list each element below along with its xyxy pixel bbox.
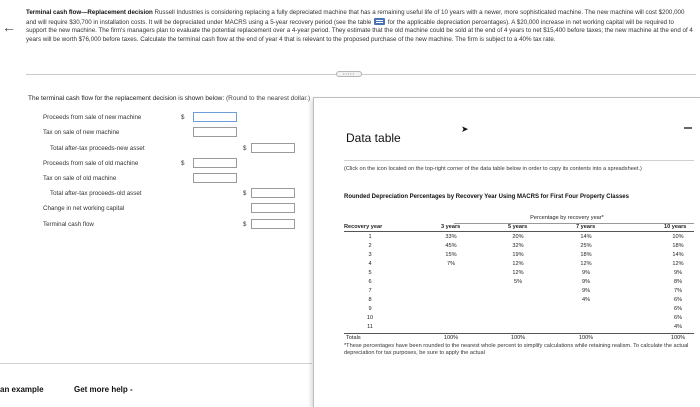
instruction (28, 95, 310, 102)
col-10-years: 10 years (664, 224, 687, 230)
row-year: 8 (368, 297, 372, 303)
row-year: 7 (368, 288, 372, 294)
row-5-years: 19% (512, 252, 524, 258)
label-after-tax-old: Total after-tax proceeds-old asset (50, 190, 142, 197)
proceeds-new-input[interactable] (193, 112, 237, 122)
row-7-years: 25% (580, 243, 592, 249)
instruction-text: The terminal cash flow for the replacement decision is shown below: (28, 95, 225, 102)
row-7-years: 9% (581, 279, 591, 285)
col-7-years: 7 years (576, 224, 596, 230)
row-year: 2 (368, 243, 372, 249)
row-5-years: 20% (512, 234, 524, 240)
terminal-input[interactable] (251, 219, 295, 229)
row-7-years: 4% (581, 297, 591, 303)
proceeds-old-input[interactable] (193, 158, 237, 168)
row-year: 9 (368, 306, 372, 312)
totals-rule (344, 333, 694, 334)
after-tax-old-input[interactable] (251, 188, 295, 198)
row-10-years: 6% (673, 306, 683, 312)
row-year: 10 (366, 315, 374, 321)
row-10-years: 14% (672, 252, 684, 258)
back-arrow-icon[interactable]: ← (2, 19, 16, 35)
currency-after-tax-new: $ (243, 145, 247, 152)
totals-label: Totals (346, 335, 361, 341)
row-10-years: 10% (672, 234, 684, 240)
totals-5-years: 100% (510, 335, 526, 341)
after-tax-new-input[interactable] (251, 143, 295, 153)
data-table-popup (313, 97, 700, 407)
label-nwc: Change in net working capital (43, 205, 125, 212)
currency-proceeds-new: $ (181, 114, 185, 121)
table-title: Rounded Depreciation Percentages by Recovery Year Using MACRS for First Four Property Classes (344, 194, 629, 200)
col-3-years: 3 years (441, 224, 461, 230)
row-5-years: 32% (512, 243, 524, 249)
currency-terminal: $ (243, 221, 247, 228)
divider-handle[interactable]: ••••• (336, 71, 362, 77)
row-year: 5 (368, 270, 372, 276)
label-terminal: Terminal cash flow (43, 221, 94, 228)
row-3-years: 33% (445, 234, 457, 240)
row-5-years: 5% (513, 279, 523, 285)
instruction-hint: (Round to the nearest dollar.) (226, 95, 311, 102)
tax-old-input[interactable] (193, 173, 237, 183)
row-7-years: 12% (580, 261, 592, 267)
row-5-years: 12% (512, 261, 524, 267)
label-after-tax-new: Total after-tax proceeds-new asset (50, 145, 145, 152)
row-year: 6 (368, 279, 372, 285)
problem-statement (26, 9, 694, 44)
label-tax-old: Tax on sale of old machine (43, 175, 117, 182)
row-year: 3 (368, 252, 372, 258)
problem-title: Terminal cash flow—Replacement decision (26, 9, 153, 16)
row-10-years: 6% (673, 297, 683, 303)
col-recovery-year: Recovery year (344, 224, 383, 230)
table-footnote: *These percentages have been rounded to the nearest whole percent to simplify calculations while retaining realism. To calculate the actual depreciation for tax purposes, be sure to apply the actual (344, 343, 689, 356)
row-year: 4 (368, 261, 372, 267)
row-3-years: 15% (445, 252, 457, 258)
currency-proceeds-old: $ (181, 160, 185, 167)
row-7-years: 9% (581, 288, 591, 294)
row-10-years: 7% (673, 288, 683, 294)
totals-10-years: 100% (670, 335, 686, 341)
row-10-years: 8% (673, 279, 683, 285)
header-rule (344, 231, 694, 232)
percentage-header: Percentage by recovery year* (530, 215, 604, 221)
col-5-years: 5 years (508, 224, 528, 230)
percentage-header-rule (454, 223, 694, 224)
problem-text-continued: for the applicable depreciation percentages). A $20,000 increase in net working capital will be required to support the new machine. The firm's managers plan to evaluate the potential replacement over a 4-year period. They estimate that the old machine could be sold at the end of 4 years to net $15,400 before taxes; the new machine at the end of 4 years will be worth $76,000 before taxes. Calculate the terminal cash flow at the end of year 4 that is relevant to the proposed purchase of the new machine. The firm is subject to a 40% tax rate. (26, 18, 693, 43)
minimize-icon[interactable] (684, 127, 692, 129)
row-10-years: 12% (672, 261, 684, 267)
get-more-help-button[interactable]: Get more help - (74, 385, 133, 394)
row-10-years: 4% (673, 324, 683, 330)
popup-note: (Click on the icon located on the top-right corner of the data table below in order to copy its contents into a spreadsheet.) (344, 166, 642, 172)
mouse-cursor-icon: ➤ (461, 124, 469, 134)
row-7-years: 14% (580, 234, 592, 240)
row-year: 1 (368, 234, 372, 240)
problem-text: Russell Industries is considering replacing a fully depreciated machine that has a remaining useful life of 10 years with a newer, more sophisticated machine. The new machine will cost $200,000 and will require $30,700 in installation costs. It will be depreciated under MACRS using a 5-year recovery period (see the table (26, 9, 685, 26)
row-3-years: 7% (446, 261, 456, 267)
row-7-years: 18% (580, 252, 592, 258)
row-10-years: 6% (673, 315, 683, 321)
label-tax-new: Tax on sale of new machine (43, 129, 120, 136)
popup-title: Data table (346, 131, 401, 145)
label-proceeds-new: Proceeds from sale of new machine (43, 114, 142, 121)
nwc-input[interactable] (251, 203, 295, 213)
label-proceeds-old: Proceeds from sale of old machine (43, 160, 139, 167)
example-link[interactable]: an example (0, 385, 44, 394)
data-table-icon[interactable] (374, 18, 385, 25)
totals-3-years: 100% (443, 335, 459, 341)
row-10-years: 9% (673, 270, 683, 276)
totals-7-years: 100% (578, 335, 594, 341)
popup-divider (344, 160, 694, 161)
row-5-years: 12% (512, 270, 524, 276)
footer-divider (0, 363, 312, 364)
tax-new-input[interactable] (193, 127, 237, 137)
row-3-years: 45% (445, 243, 457, 249)
row-year: 11 (367, 324, 373, 330)
row-10-years: 18% (672, 243, 684, 249)
currency-after-tax-old: $ (243, 190, 247, 197)
row-7-years: 9% (581, 270, 591, 276)
